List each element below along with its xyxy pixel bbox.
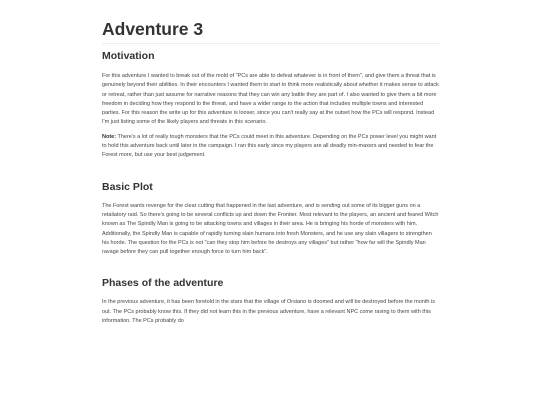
- note-text: There's a lot of really tough monsters that the PCs could meet in this adventure. Depending on the PCs power level you might want to hold this adventure back until later in the campaign. I ran this early since my players are all deadly min-maxers and needed to fear the Forest more, but use your best judgement.: [102, 133, 437, 159]
- document-page: [102, 0, 440, 326]
- basic-plot-paragraph: The Forest wants revenge for the clear cutting that happened in the last adventure, and is sending out some of its bigger guns on a retaliatory raid. So there's going to be several conflicts up and down the Frontier. Most relevant to the players, an ancient and feared Witch known as The Spindly Man is going to be attacking towns and villages in their area. He is bringing his horde of monsters with him. Additionally, the Spindly Man is capable of rapidly turning slain humans into fresh Monsters, and he use any slain villagers to strengthen his horde. The question for the PCs is not "can they stop him before he destroys any villages" but rather "how far will the Spindly Man ravage before they can pull together enough force to turn him back".: [102, 202, 439, 256]
- phases-paragraph: In the previous adventure, it has been foretold in the stars that the village of Orsiano is doomed and will be destroyed before the month is out. The PCs probably know this. If they did not learn this in the previous adventure, have a relevant NPC come raving to them with this information. The PCs probably do: [102, 299, 435, 325]
- section-heading-phases: Phases of the adventure: [102, 277, 224, 290]
- page-title: Adventure 3: [102, 19, 440, 44]
- section-heading-basic-plot: Basic Plot: [102, 180, 153, 193]
- motivation-paragraph: For this adventure I wanted to break out of the mold of "PCs are able to defeat whatever is in front of them", and give them a threat that is genuinely beyond their abilities. In their encounters I wanted them to start to think more realistically about whether it makes sense to attack or retreat, rather than just assume for narrative reasons that they can win any battle they are part of. I also wanted to give them a bit more freedom in deciding how they respond to the threat, and have a wider range to the action that includes multiple towns and interested parties. For this reason the write up for this adventure is looser, since you can't really say at the outset how the PCs will respond. Instead I'm just listing some of the likely players and threats in this scenario.: [102, 73, 439, 126]
- note-label: Note:: [102, 133, 117, 140]
- note-paragraph: [102, 133, 440, 161]
- section-heading-motivation: Motivation: [102, 50, 155, 62]
